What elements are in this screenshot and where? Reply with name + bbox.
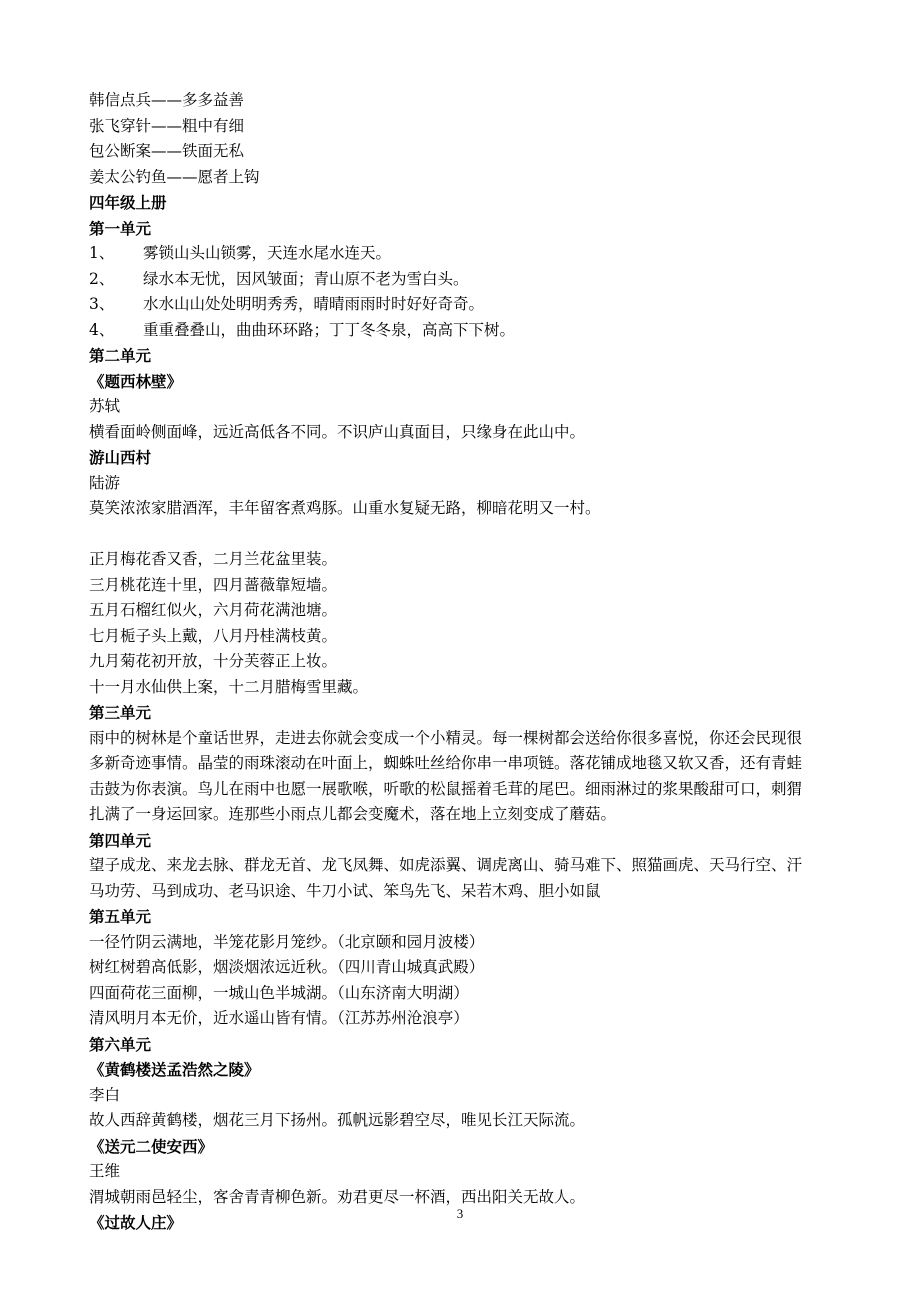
idiom-line: 韩信点兵——多多益善 — [89, 91, 245, 109]
flower-verse-line: 五月石榴红似火，六月荷花满池塘。 — [89, 601, 338, 619]
grade-heading: 四年级上册 — [89, 193, 167, 212]
poem-title: 《过故人庄》 — [89, 1213, 183, 1232]
poem-text: 横看面岭侧面峰，远近高低各不同。不识庐山真面目，只缘身在此山中。 — [89, 422, 586, 441]
paragraph-line: 多新奇迹事情。晶莹的雨珠滚动在叶面上，蜘蛛吐丝给你串一串项链。落花铺成地毯又软又香，还有青蛙 — [89, 754, 803, 772]
couplet-line: 一径竹阴云满地，半笼花影月笼纱。（北京颐和园月波楼） — [89, 932, 485, 951]
flower-verse-line: 三月桃花连十里，四月蔷薇靠短墙。 — [89, 575, 338, 594]
couplet-line: 四面荷花三面柳，一城山色半城湖。（山东济南大明湖） — [89, 983, 469, 1002]
poem-title: 游山西村 — [89, 448, 152, 467]
unit3-heading: 第三单元 — [89, 703, 152, 722]
item-text: 重重叠叠山，曲曲环环路；丁丁冬冬泉，高高下下树。 — [143, 320, 516, 339]
poem-text: 渭城朝雨邑轻尘，客舍青青柳色新。劝君更尽一杯酒，西出阳关无故人。 — [89, 1187, 586, 1206]
poem-author: 陆游 — [89, 473, 121, 492]
item-text: 绿水本无忧，因风皱面；青山原不老为雪白头。 — [143, 269, 469, 288]
item-number: 2、 — [89, 269, 115, 288]
couplet-item — [89, 267, 849, 293]
idiom-line: 姜太公钓鱼——愿者上钩 — [89, 167, 260, 186]
item-number: 3、 — [89, 295, 115, 313]
unit2-heading: 第二单元 — [89, 346, 152, 365]
item-number: 1、 — [89, 244, 115, 262]
couplet-item — [89, 241, 849, 267]
flower-verse-line: 十一月水仙供上案，十二月腊梅雪里藏。 — [89, 677, 369, 696]
poem-author: 苏轼 — [89, 397, 121, 415]
paragraph-line: 扎满了一身运回家。连那些小雨点儿都会变魔术，落在地上立刻变成了蘑菇。 — [89, 805, 617, 823]
unit1-heading: 第一单元 — [89, 218, 152, 238]
poem-author: 王维 — [89, 1162, 121, 1180]
paragraph-line: 雨中的树林是个童话世界，走进去你就会变成一个小精灵。每一棵树都会送给你很多喜悦，你还会民现很 — [89, 728, 803, 747]
item-text: 水水山山处处明明秀秀，晴晴雨雨时时好好奇奇。 — [143, 295, 485, 313]
unit6-heading: 第六单元 — [89, 1034, 152, 1054]
poem-text: 莫笑浓浓家腊酒浑，丰年留客煮鸡豚。山重水复疑无路，柳暗花明又一村。 — [89, 499, 601, 517]
couplet-item — [89, 318, 849, 344]
item-number: 4、 — [89, 320, 115, 339]
unit4-heading: 第四单元 — [89, 830, 152, 850]
couplet-line: 清风明月本无价，近水遥山皆有情。（江苏苏州沧浪亭） — [89, 1009, 469, 1027]
poem-text: 故人西辞黄鹤楼，烟花三月下扬州。孤帆远影碧空尽，唯见长江天际流。 — [89, 1111, 586, 1129]
idiom-list-line: 望子成龙、来龙去脉、群龙无首、龙飞凤舞、如虎添翼、调虎离山、骑马难下、照猫画虎、天马行空、汗 — [89, 856, 803, 874]
idiom-line: 张飞穿针——粗中有细 — [89, 116, 245, 135]
flower-verse-line: 正月梅花香又香，二月兰花盆里装。 — [89, 550, 338, 568]
paragraph-line: 击鼓为你表演。鸟儿在雨中也愿一展歌喉，听歌的松鼠摇着毛茸的尾巴。细雨淋过的浆果酸甜可口，刺猬 — [89, 779, 803, 798]
poem-title: 《送元二使安西》 — [89, 1136, 214, 1156]
idiom-list-line: 马功劳、马到成功、老马识途、牛刀小试、笨鸟先飞、呆若木鸡、胆小如鼠 — [89, 881, 601, 900]
unit5-heading: 第五单元 — [89, 907, 152, 926]
idiom-line: 包公断案——铁面无私 — [89, 142, 245, 160]
page-content — [89, 88, 849, 1236]
poem-title: 《黄鹤楼送孟浩然之陵》 — [89, 1060, 260, 1079]
flower-verse-line: 七月栀子头上戴，八月丹桂满枝黄。 — [89, 626, 338, 645]
item-text: 雾锁山头山锁雾，天连水尾水连天。 — [143, 244, 392, 262]
blank-line — [89, 522, 849, 548]
couplet-line: 树红树碧高低影，烟淡烟浓远近秋。（四川青山城真武殿） — [89, 958, 485, 976]
flower-verse-line: 九月菊花初开放，十分芙蓉正上妆。 — [89, 652, 338, 670]
poem-title: 《题西林壁》 — [89, 371, 183, 391]
couplet-item — [89, 292, 849, 318]
poem-author: 李白 — [89, 1085, 121, 1104]
page-number: 3 — [456, 1206, 464, 1221]
